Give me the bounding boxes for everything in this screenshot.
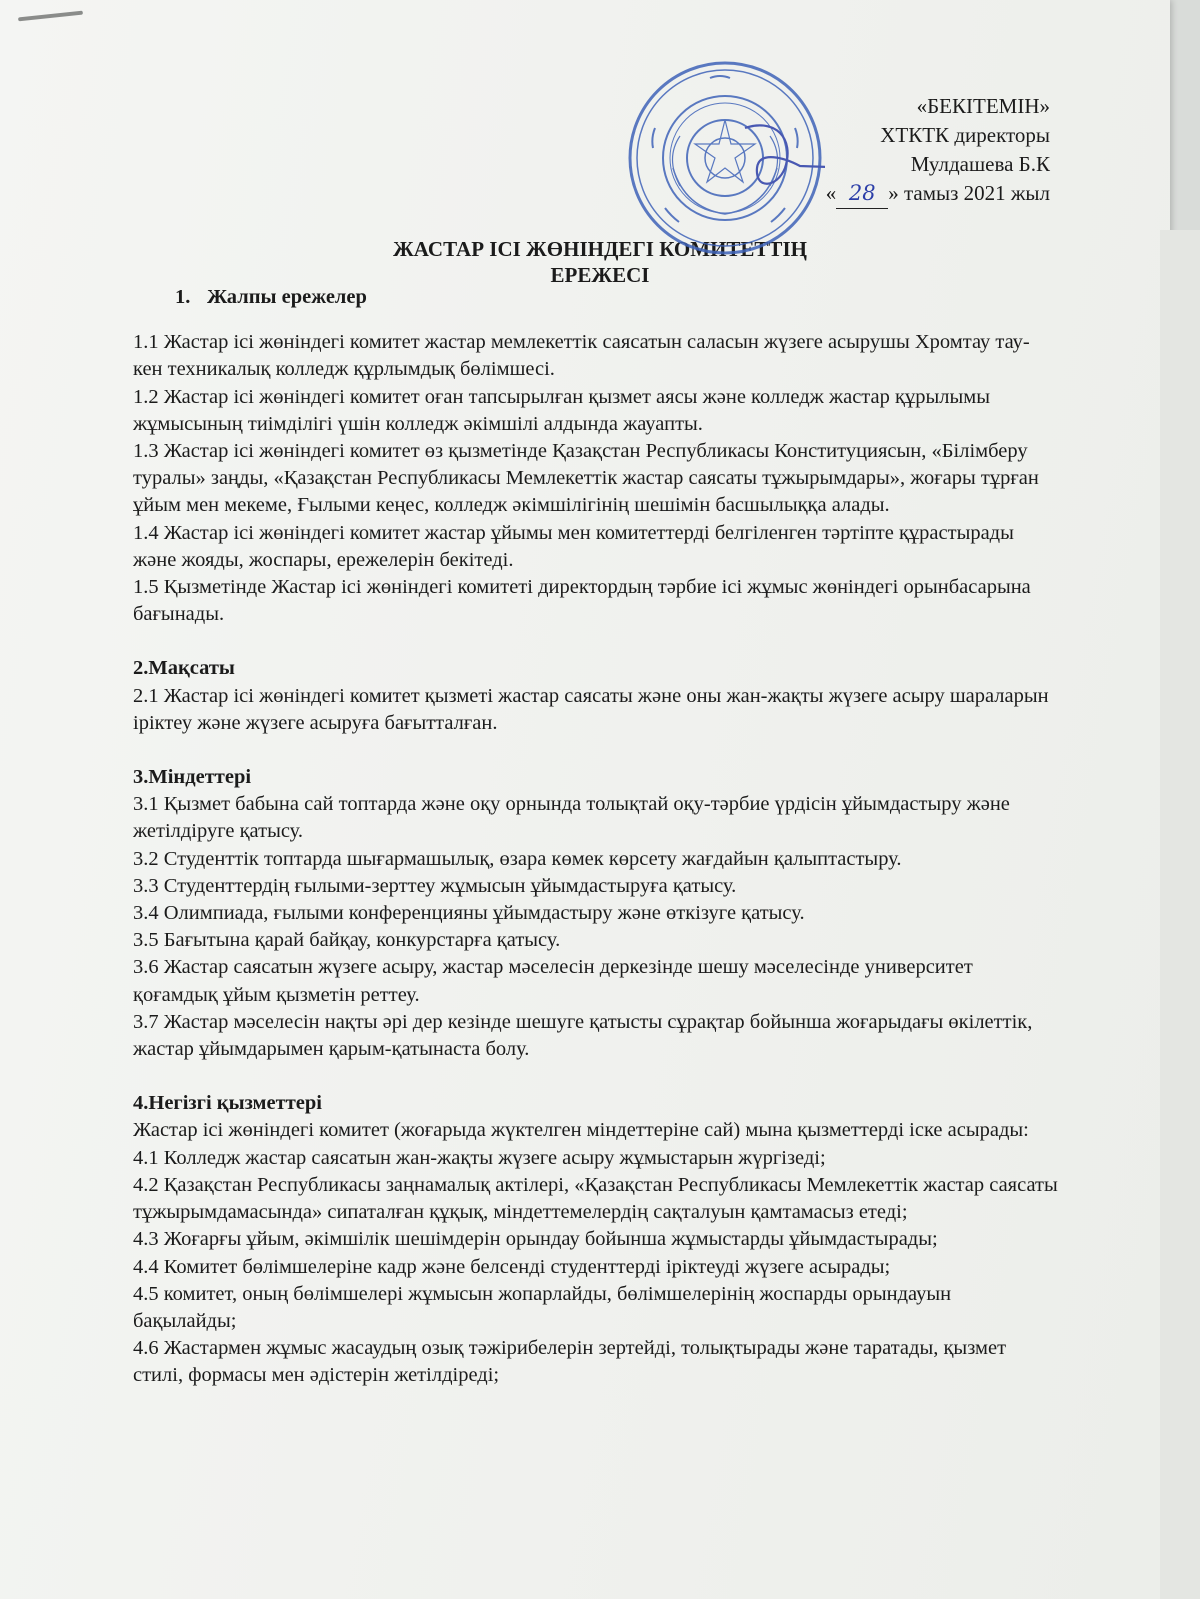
section-1-number: 1. [175,286,191,308]
paragraph: 2.1 Жастар ісі жөніндегі комитет қызметі жастар саясаты және оны жан-жақты жүзеге асыру шараларын іріктеу және жүзеге асыруға бағытталған. [133,684,1049,734]
paragraph: 3.7 Жастар мәселесін нақты әрі дер кезінде шешуге қатысты сұрақтар бойынша жоғарыдағы өкілеттік, жастар ұйымдарымен қарым-қатынаста болу. [133,1010,1033,1061]
document-body [133,284,1058,1390]
date-month-year: » тамыз 2021 жыл [888,181,1050,205]
document-title [0,236,1170,288]
official-seal-icon [625,58,825,258]
paragraph: 4.6 Жастармен жұмыс жасаудың озық тәжірибелерін зертейді, толықтырады және таратады, қызмет стилі, формасы мен әдістерін жетілдіреді; [133,1337,1007,1387]
paragraph: 1.5 Қызметінде Жастар ісі жөніндегі комитеті директордың тәрбие ісі жұмыс жөніндегі орынбасарына бағынады. [133,576,1031,626]
paragraph: 4.2 Қазақстан Республикасы заңнамалық актілері, «Қазақстан Республикасы Мемлекеттік жастар саясаты тұжырымдамасында» сипаталған құқық, міндеттемелердің сақталуын қамтамасыз етеді; [133,1173,1058,1224]
paragraph: 4.1 Колледж жастар саясатын жан-жақты жүзеге асыру жұмыстарын жүргізеді; [133,1146,826,1169]
paragraph: 1.3 Жастар ісі жөніндегі комитет өз қызметінде Қазақстан Республикасы Конституциясын, «Білімберу туралы» заңды, «Қазақстан Республикасы Мемлекеттік жастар саясаты тұжырымдары», жоғары тұрған ұйым мен мекеме, Ғылыми кеңес, колледж әкімшілігінің шешімін басшылыққа алады. [133,440,1039,517]
underlying-sheet [1160,230,1200,1599]
title-line-1: ЖАСТАР ІСІ ЖӨНІНДЕГІ КОМИТЕТТІҢ [393,237,807,261]
paragraph: 3.4 Олимпиада, ғылыми конференцияны ұйымдастыру және өткізуге қатысу. [133,902,805,925]
section-4-intro: Жастар ісі жөніндегі комитет (жоғарыда жүктелген міндеттеріне сай) мына қызметтерді іске асырады: [133,1119,1029,1142]
paragraph: 4.4 Комитет бөлімшелеріне кадр және белсенді студенттерді іріктеуді жүзеге асырады; [133,1255,891,1278]
approval-label: «БЕКІТЕМІН» [916,94,1050,118]
paragraph: 4.5 комитет, оның бөлімшелері жұмысын жопарлайды, бөлімшелерінің жоспарды орындауын бақылайды; [133,1282,952,1332]
section-4-heading: 4.Негізгі қызметтері [133,1092,322,1115]
section-1-title: Жалпы ережелер [207,286,367,308]
title-line-2: ЕРЕЖЕСІ [550,263,650,287]
approval-block [826,92,1050,209]
paragraph: 3.5 Бағытына қарай байқау, конкурстарға қатысу. [133,929,561,952]
date-open-quote: « [825,181,837,205]
paragraph: 3.3 Студенттердің ғылыми-зерттеу жұмысын ұйымдастыруға қатысу. [133,874,737,897]
director-name: Мулдашева Б.К [910,152,1050,176]
paragraph: 1.4 Жастар ісі жөніндегі комитет жастар ұйымы мен комитеттерді белгіленген тәртіпте құрастырады және жояды, жоспары, ережелерін бекітеді. [133,521,1014,571]
paragraph: 1.2 Жастар ісі жөніндегі комитет оған тапсырылған қызмет аясы және колледж жастар құрылымы жұмысының тиімділігі үшін колледж әкімшілі алдында жауапты. [133,385,990,435]
section-1-heading [175,284,1058,311]
approval-date [826,179,1050,209]
pen-mark [18,11,83,22]
date-day-handwritten: 28 [836,179,888,209]
paragraph: 4.3 Жоғарғы ұйым, әкімшілік шешімдерін орындау бойынша жұмыстарды ұйымдастырады; [133,1228,938,1251]
section-2-heading: 2.Мақсаты [133,657,235,680]
paragraph: 3.2 Студенттік топтарда шығармашылық, өзара көмек көрсету жағдайын қалыптастыру. [133,847,902,870]
paragraph: 1.1 Жастар ісі жөніндегі комитет жастар мемлекеттік саясатын саласын жүзеге асырушы Хромтау тау-кен техникалық колледж құрлымдық бөлімшесі. [133,331,1030,381]
paragraph: 3.6 Жастар саясатын жүзеге асыру, жастар мәселесін деркезінде шешу мәселесінде университет қоғамдық ұйым қызметін реттеу. [133,956,973,1006]
paragraph: 3.1 Қызмет бабына сай топтарда және оқу орнында толықтай оқу-тәрбие үрдісін ұйымдастыру және жетілдіруге қатысу. [133,793,1010,843]
director-position: ХТКТК директоры [880,123,1050,147]
section-3-heading: 3.Міндеттері [133,766,252,789]
